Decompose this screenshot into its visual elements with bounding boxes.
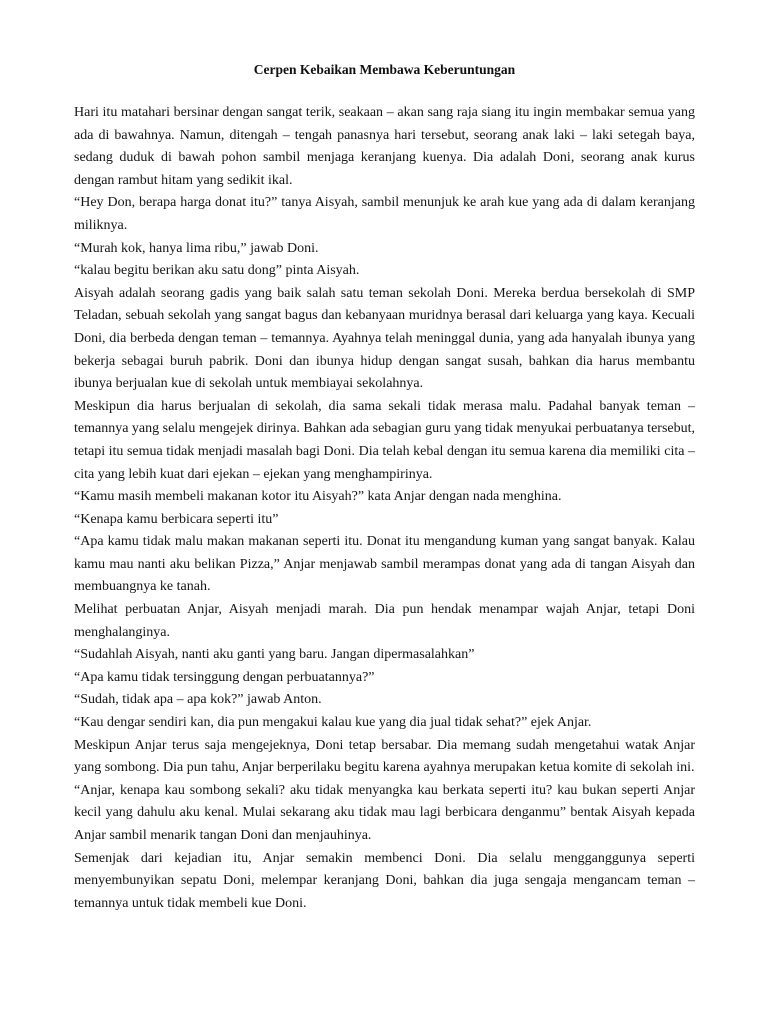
paragraph-2: “Hey Don, berapa harga donat itu?” tanya Aisyah, sambil menunjuk ke arah kue yang ada di dalam keranjang miliknya. bbox=[74, 195, 695, 233]
paragraph-9: “Apa kamu tidak malu makan makanan seperti itu. Donat itu mengandung kuman yang sangat banyak. Kalau kamu mau nanti aku belikan Pizza,” Anjar menjawab sambil merampas donat yang ada di tangan Aisyah dan membuangnya ke tanah. bbox=[74, 534, 695, 595]
paragraph-1: Hari itu matahari bersinar dengan sangat terik, seakaan – akan sang raja siang itu ingin membakar semua yang ada di bawahnya. Namun, ditengah – tengah panasnya hari tersebut, seorang anak laki – laki setegah baya, sedang duduk di bawah pohon sambil menjaga keranjang kuenya. Dia adalah Doni, seorang anak kurus dengan rambut hitam yang sedikit ikal. bbox=[74, 105, 695, 188]
paragraph-3: “Murah kok, hanya lima ribu,” jawab Doni. bbox=[74, 240, 319, 256]
paragraph-15: Meskipun Anjar terus saja mengejeknya, Doni tetap bersabar. Dia memang sudah mengetahui watak Anjar yang sombong. Dia pun tahu, Anjar berperilaku begitu karena ayahnya merupakan ketua komite di sekolah ini. bbox=[74, 737, 695, 776]
paragraph-6: Meskipun dia harus berjualan di sekolah, dia sama sekali tidak merasa malu. Padahal banyak teman – temannya yang selalu mengejek dirinya. Bahkan ada sebagian guru yang tidak menyukai perbuatanya tersebut, tetapi itu semua tidak menjadi masalah bagi Doni. Dia telah kebal dengan itu semua karena dia memiliki cita – cita yang lebih kuat dari ejekan – ejekan yang menghampirinya. bbox=[74, 398, 695, 482]
document-title: Cerpen Kebaikan Membawa Keberuntungan bbox=[253, 62, 516, 77]
paragraph-4: “kalau begitu berikan aku satu dong” pinta Aisyah. bbox=[74, 263, 360, 279]
paragraph-14: “Kau dengar sendiri kan, dia pun mengakui kalau kue yang dia jual tidak sehat?” ejek Anjar. bbox=[74, 715, 592, 731]
paragraph-12: “Apa kamu tidak tersinggung dengan perbuatannya?” bbox=[74, 669, 375, 685]
paragraph-8: “Kenapa kamu berbicara seperti itu” bbox=[74, 511, 279, 527]
paragraph-7: “Kamu masih membeli makanan kotor itu Aisyah?” kata Anjar dengan nada menghina. bbox=[74, 489, 562, 505]
paragraph-11: “Sudahlah Aisyah, nanti aku ganti yang baru. Jangan dipermasalahkan” bbox=[74, 647, 475, 663]
paragraph-5: Aisyah adalah seorang gadis yang baik salah satu teman sekolah Doni. Mereka berdua bersekolah di SMP Teladan, sebuah sekolah yang sangat bagus dan kebanyaan muridnya berasal dari keluarga yang kaya. Kecuali Doni, dia berbeda dengan teman – temannya. Ayahnya telah meninggal dunia, yang ada hanyalah ibunya yang bekerja sebagai buruh pabrik. Doni dan ibunya hidup dengan sangat susah, bahkan dia harus membantu ibunya berjualan kue di sekolah untuk membiayai sekolahnya. bbox=[74, 285, 695, 392]
paragraph-17: Semenjak dari kejadian itu, Anjar semakin membenci Doni. Dia selalu mengganggunya seperti menyembunyikan sepatu Doni, melempar keranjang Doni, bahkan dia juga sengaja mengancam teman – temannya untuk tidak membeli kue Doni. bbox=[74, 850, 695, 911]
paragraph-13: “Sudah, tidak apa – apa kok?” jawab Anton. bbox=[74, 692, 322, 708]
document-body bbox=[74, 102, 695, 915]
paragraph-10: Melihat perbuatan Anjar, Aisyah menjadi marah. Dia pun hendak menampar wajah Anjar, tetapi Doni menghalanginya. bbox=[74, 602, 695, 640]
paragraph-16: “Anjar, kenapa kau sombong sekali? aku tidak menyangka kau berkata seperti itu? kau bukan seperti Anjar kecil yang dahulu aku kenal. Mulai sekarang aku tidak mau lagi berbicara denganmu” bentak Aisyah kepada Anjar sambil menarik tangan Doni dan menjauhinya. bbox=[74, 782, 695, 843]
